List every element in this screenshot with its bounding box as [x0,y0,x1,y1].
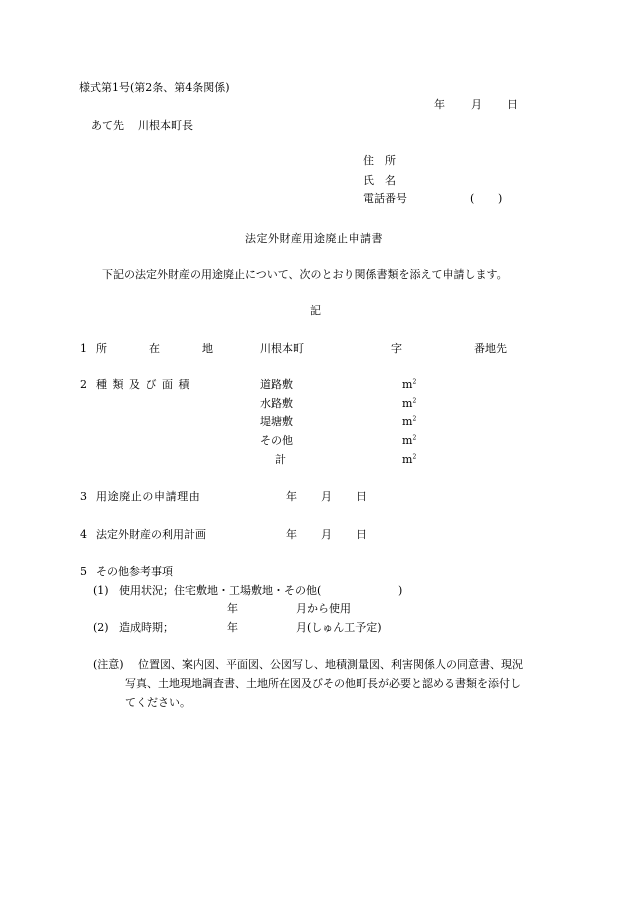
item2-number: 2 [80,378,87,391]
item2-row-type: 計 [275,453,286,466]
item5-sub1-close: ) [398,584,403,597]
item5-sub2-year: 年 [227,621,238,634]
item1-number: 1 [80,342,87,355]
phone-label: 電話番号 [363,192,407,205]
item3-number: 3 [80,490,87,503]
form-label: 様式第1号(第2条、第4条関係) [79,81,230,94]
item5-sub1-text: 使用状況；住宅敷地・工場敷地・その他( [119,584,322,597]
item2-label: 種 類 及 び 面 積 [96,378,191,391]
address-label: 住 所 [363,154,396,167]
item1-label-char-2: 在 [149,342,160,355]
item5-number: 5 [80,565,87,578]
item2-row-unit: $m^2$ [402,415,417,428]
item1-town: 川根本町 [260,342,304,355]
item3-label: 用途廃止の申請理由 [96,490,201,503]
item2-row-unit: $m^2$ [402,434,417,447]
phone-paren-open: ( [470,192,475,205]
item4-label: 法定外財産の利用計画 [96,528,206,541]
item2-row-unit: $m^2$ [402,378,417,391]
item5-label: その他参考事項 [96,565,173,578]
phone-paren-close: ) [498,192,503,205]
item2-row-type: 水路敷 [260,397,293,410]
item1-banchi: 番地先 [474,342,507,355]
item5-sub2-text: 造成時期； [119,621,174,634]
item4-month: 月 [321,528,332,541]
note-line-2: 写真、土地現地調査書、土地所在図及びその他町長が必要と認める書類を添付し [125,677,521,690]
item2-row-unit: $m^2$ [402,397,417,410]
name-label: 氏 名 [363,174,396,187]
item4-year: 年 [286,528,297,541]
addressee-name: 川根本町長 [138,119,193,132]
item5-sub1-year: 年 [227,602,238,615]
document-title: 法定外財産用途廃止申請書 [245,232,383,245]
item3-day: 日 [356,490,367,503]
item4-number: 4 [80,528,87,541]
item2-row-type: 堤塘敷 [260,415,293,428]
item2-row-type: その他 [260,434,293,447]
item1-aza: 字 [391,342,402,355]
item3-year: 年 [286,490,297,503]
ki-heading: 記 [310,304,321,317]
item5-sub2-month: 月(しゅん工予定) [296,621,382,634]
item2-row-type: 道路敷 [260,378,293,391]
date-month: 月 [471,98,482,111]
item1-label-char-1: 所 [96,342,107,355]
intro-text: 下記の法定外財産の用途廃止について、次のとおり関係書類を添えて申請します。 [102,268,508,281]
item2-row-unit: $m^2$ [402,453,417,466]
item3-month: 月 [321,490,332,503]
item5-sub1-number: (1) [93,584,109,597]
note-label: (注意) [93,658,124,671]
item5-sub2-number: (2) [93,621,109,634]
note-line-1: 位置図、案内図、平面図、公図写し、地積測量図、利害関係人の同意書、現況 [138,658,523,671]
date-day: 日 [507,98,518,111]
item1-label-char-3: 地 [202,342,213,355]
item5-sub1-month-from: 月から使用 [296,602,351,615]
note-line-3: てください。 [125,696,191,709]
addressee-prefix: あて先 [91,119,124,132]
date-year: 年 [434,98,445,111]
item4-day: 日 [356,528,367,541]
